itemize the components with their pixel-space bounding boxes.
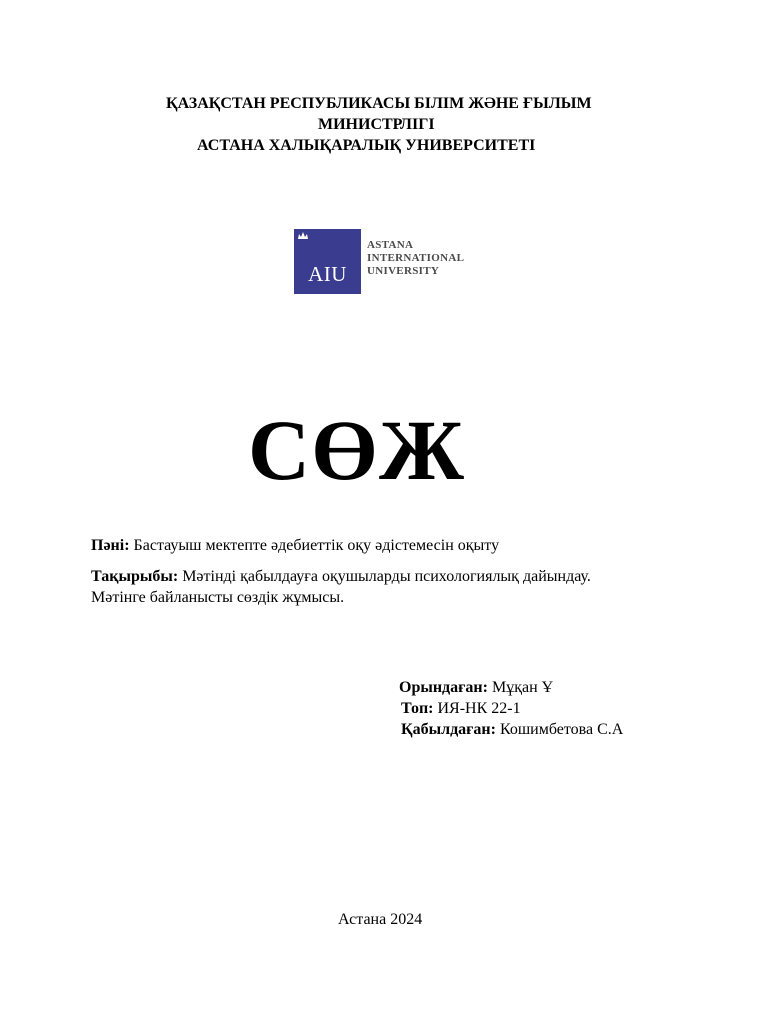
- accepted-by-label: Қабылдаған:: [401, 721, 496, 738]
- group-value: ИЯ-НК 22-1: [437, 700, 521, 717]
- logo-wordmark-line-1: ASTANA: [367, 239, 414, 251]
- logo-wordmark-line-3: UNIVERSITY: [367, 265, 440, 277]
- accepted-by-value: Кошимбетова С.А: [499, 721, 624, 738]
- city-year-footer: Астана 2024: [338, 911, 423, 928]
- logo-emblem-block: [294, 229, 361, 294]
- university-logo: [294, 227, 494, 295]
- topic-value-line-2: Мәтінге байланысты сөздік жұмысы.: [91, 589, 345, 606]
- done-by-value: Мұқан Ұ: [491, 679, 554, 696]
- accepted-by-line: [401, 719, 623, 740]
- topic-value-line-1: Мәтінді қабылдауға оқушыларды психологиялық дайындау.: [182, 568, 591, 585]
- document-title: СӨЖ: [248, 402, 466, 498]
- ministry-title-line-2: МИНИСТРЛІГІ: [318, 116, 435, 133]
- topic-line-1: [91, 566, 591, 587]
- subject-label: Пәні:: [91, 537, 130, 554]
- university-title: АСТАНА ХАЛЫҚАРАЛЫҚ УНИВЕРСИТЕТІ: [197, 137, 536, 154]
- logo-abbreviation: AIU: [308, 262, 347, 286]
- subject-value: Бастауыш мектепте әдебиеттік оқу әдістемесін оқыту: [133, 537, 500, 554]
- ministry-title-line-1: ҚАЗАҚСТАН РЕСПУБЛИКАСЫ БІЛІМ ЖӘНЕ ҒЫЛЫМ: [166, 95, 592, 112]
- logo-wordmark-line-2: INTERNATIONAL: [367, 252, 465, 264]
- group-label: Топ:: [401, 700, 434, 717]
- subject-line: [91, 535, 499, 556]
- topic-line-2: [91, 587, 344, 608]
- crown-ornament-icon: [297, 231, 309, 244]
- logo-wordmark: [367, 239, 464, 278]
- group-line: [401, 698, 521, 719]
- topic-label: Тақырыбы:: [91, 568, 179, 585]
- done-by-line: [399, 677, 553, 698]
- done-by-label: Орындаған:: [399, 679, 488, 696]
